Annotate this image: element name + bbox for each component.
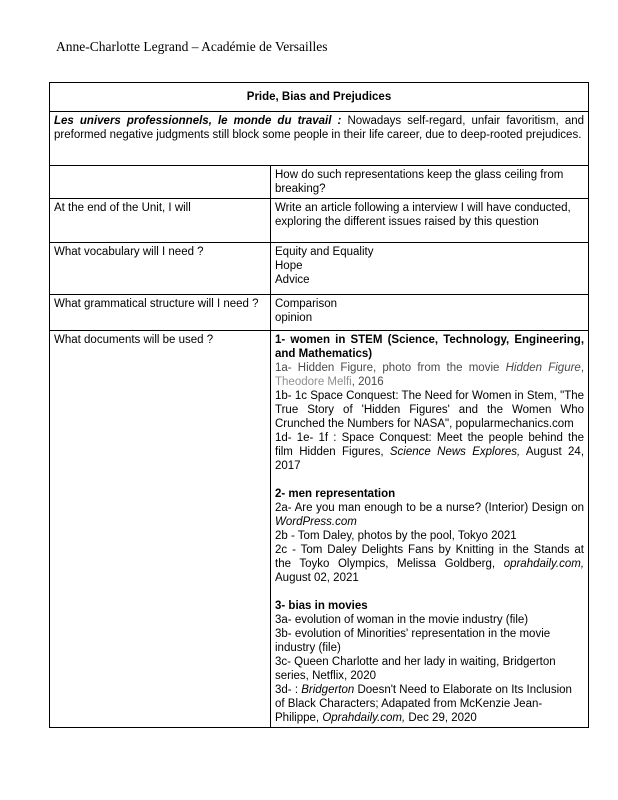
vocabulary-item: Hope [275,260,303,272]
grammar-item: Comparison [275,298,337,310]
row-label-vocabulary: What vocabulary will I need ? [50,243,271,295]
grammar-cell [271,295,589,331]
documents-cell [271,331,589,728]
doc-item-2a-text: 2a- Are you man enough to be a nurse? (Interior) Design on [275,502,585,514]
doc-item-3d-text: Doesn't Need to Elaborate on Its Inclusion of Black Characters; Adapated from McKenzie Jean-Philippe, [275,684,572,724]
doc-section-3-heading: 3- bias in movies [275,600,368,612]
spacer [275,473,584,487]
doc-item-3d-date: Dec 29, 2020 [405,712,477,724]
row-label-end-of-unit: At the end of the Unit, I will [50,199,271,243]
doc-item-2c-source: oprahdaily.com, [503,558,585,570]
doc-item-3d-prefix: 3d- : [275,684,302,696]
end-of-unit-task-text: Write an article following a interview I will have conducted, exploring the different issues raised by this question [275,202,571,228]
doc-item-1d-source: Science News Explores, [389,446,521,458]
table-row-end-of-unit [50,199,589,243]
table-row-documents [50,331,589,728]
doc-item-2c [275,543,584,585]
doc-item-1d-date: August 24, 2017 [275,446,585,472]
table-row-grammar [50,295,589,331]
grammar-item: opinion [275,312,313,324]
doc-item-3d-source: Oprahdaily.com, [322,712,406,724]
doc-item-1a-movie-title: Hidden Figure [505,362,581,374]
doc-item-3d-series-title: Bridgerton [301,684,355,696]
doc-item-1a-year: , 2016 [351,376,384,388]
doc-item-1b: 1b- 1c Space Conquest: The Need for Women in Stem, "The True Story of 'Hidden Figures' and the Women Who Crunched the Numbers for NASA", popularmechanics.com [275,390,585,430]
vocabulary-cell [271,243,589,295]
table-row-intro [50,112,589,166]
doc-section-1-heading: 1- women in STEM (Science, Technology, Engineering, and Mathematics) [275,334,585,360]
doc-item-2a [275,501,584,529]
table-row-question [50,166,589,199]
intro-paragraph [54,114,584,142]
doc-item-3a: 3a- evolution of woman in the movie industry (file) [275,614,529,626]
spacer [275,585,584,599]
doc-item-2b: 2b - Tom Daley, photos by the pool, Tokyo 2021 [275,530,517,542]
doc-item-1a [275,361,584,389]
doc-item-2c-text: 2c - Tom Daley Delights Fans by Knitting in the Stands at the Toyko Olympics, Melissa Goldberg, [275,544,585,570]
doc-item-3c: 3c- Queen Charlotte and her lady in waiting, Bridgerton series, Netflix, 2020 [275,656,556,682]
row-label-documents: What documents will be used ? [50,331,271,728]
empty-label-cell [50,166,271,199]
unit-title: Pride, Bias and Prejudices [50,83,589,112]
table-row-vocabulary [50,243,589,295]
doc-section-2-heading: 2- men representation [275,488,396,500]
doc-item-3d [275,683,584,725]
row-label-grammar: What grammatical structure will I need ? [50,295,271,331]
vocabulary-item: Advice [275,274,310,286]
table-row-title [50,83,589,112]
end-of-unit-cell [271,199,589,243]
driving-question-cell [271,166,589,199]
intro-cell [50,112,589,166]
intro-lead-text: Les univers professionnels, le monde du travail : [54,115,342,127]
unit-plan-table [49,82,589,728]
doc-item-1a-director: Theodore Melfi [275,376,352,388]
doc-item-1a-separator: , [580,362,585,374]
doc-item-3b: 3b- evolution of Minorities' representation in the movie industry (file) [275,628,551,654]
doc-item-2a-source: WordPress.com [275,516,357,528]
doc-item-1a-text: 1a- Hidden Figure, photo from the movie [275,362,506,374]
author-line: Anne-Charlotte Legrand – Académie de Versailles [56,39,328,54]
doc-item-1d [275,431,584,473]
doc-item-1d-text: 1d- 1e- 1f : Space Conquest: Meet the people behind the film Hidden Figures, [275,432,585,458]
driving-question-text: How do such representations keep the glass ceiling from breaking? [275,169,564,195]
doc-item-2c-date: August 02, 2021 [275,572,359,584]
intro-body-text: Nowadays self-regard, unfair favoritism, and preformed negative judgments still block some people in their life career, due to deep-rooted prejudices. [54,115,585,141]
vocabulary-item: Equity and Equality [275,246,374,258]
